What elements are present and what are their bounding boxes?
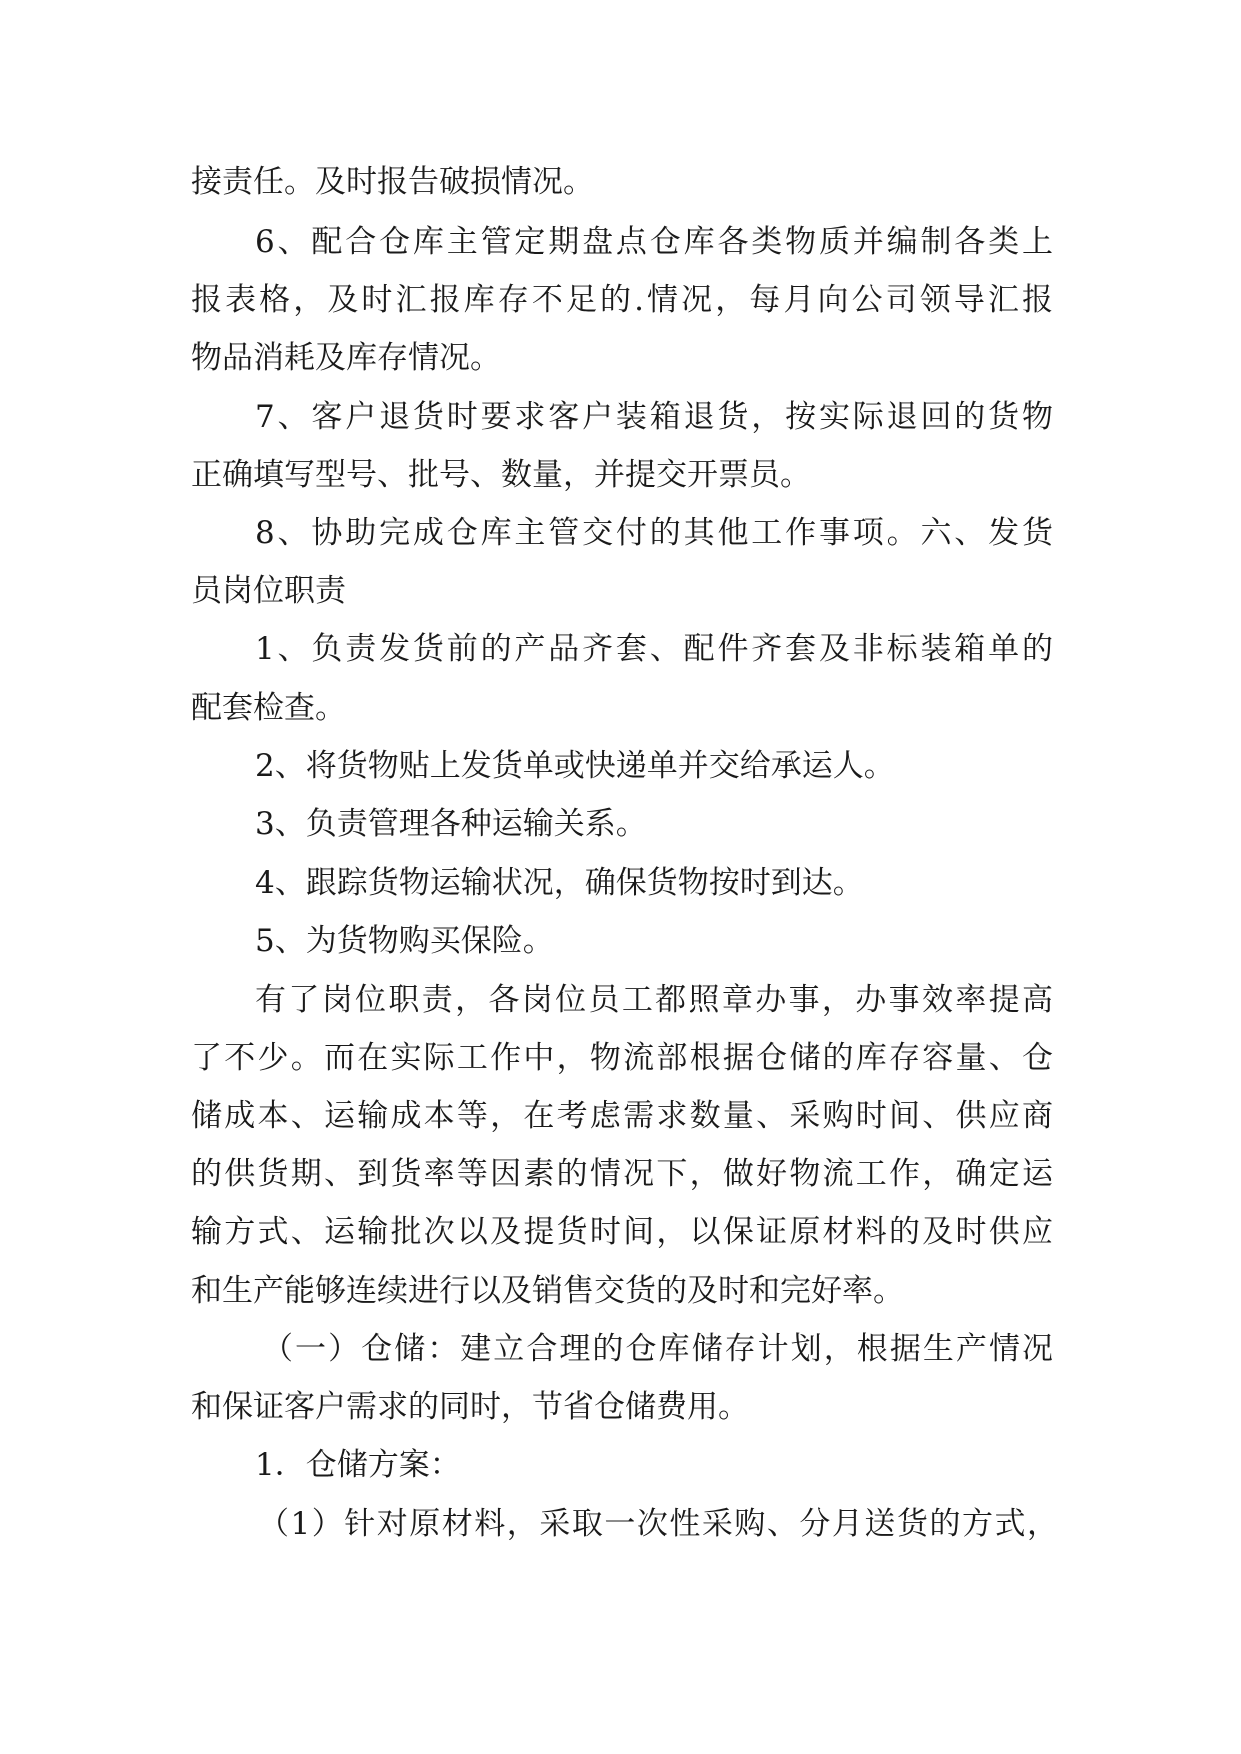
text-line: 配套检查。: [191, 690, 346, 726]
text-line: 4、跟踪货物运输状况，确保货物按时到达。: [255, 865, 864, 901]
text-line: 的供货期、到货率等因素的情况下，做好物流工作，确定运: [191, 1156, 1053, 1192]
text-line: 接责任。及时报告破损情况。: [191, 164, 594, 200]
text-line: 1、负责发货前的产品齐套、配件齐套及非标装箱单的: [255, 631, 1053, 667]
text-line: 7、客户退货时要求客户装箱退货，按实际退回的货物: [255, 399, 1053, 435]
text-line: 正确填写型号、批号、数量，并提交开票员。: [191, 457, 811, 493]
text-line: 8、协助完成仓库主管交付的其他工作事项。六、发货: [255, 515, 1053, 551]
text-line: 3、负责管理各种运输关系。: [255, 806, 647, 842]
text-line: 了不少。而在实际工作中，物流部根据仓储的库存容量、仓: [191, 1040, 1053, 1076]
text-line: 输方式、运输批次以及提货时间，以保证原材料的及时供应: [191, 1214, 1053, 1250]
text-line: （1）针对原材料，采取一次性采购、分月送货的方式，: [258, 1506, 1058, 1542]
text-line: 2、将货物贴上发货单或快递单并交给承运人。: [255, 748, 895, 784]
text-line: 报表格，及时汇报库存不足的.情况，每月向公司领导汇报: [191, 282, 1053, 318]
text-line: 物品消耗及库存情况。: [191, 340, 501, 376]
text-line: 有了岗位职责，各岗位员工都照章办事，办事效率提高: [255, 982, 1053, 1018]
text-line: （一）仓储：建立合理的仓库储存计划，根据生产情况: [262, 1331, 1053, 1367]
text-line: 1．仓储方案：: [255, 1447, 461, 1483]
text-line: 和生产能够连续进行以及销售交货的及时和完好率。: [191, 1273, 904, 1309]
text-line: 6、配合仓库主管定期盘点仓库各类物质并编制各类上: [255, 224, 1053, 260]
text-line: 5、为货物购买保险。: [255, 923, 554, 959]
text-line: 储成本、运输成本等，在考虑需求数量、采购时间、供应商: [191, 1098, 1053, 1134]
text-line: 和保证客户需求的同时，节省仓储费用。: [191, 1389, 749, 1425]
text-line: 员岗位职责: [191, 573, 346, 609]
